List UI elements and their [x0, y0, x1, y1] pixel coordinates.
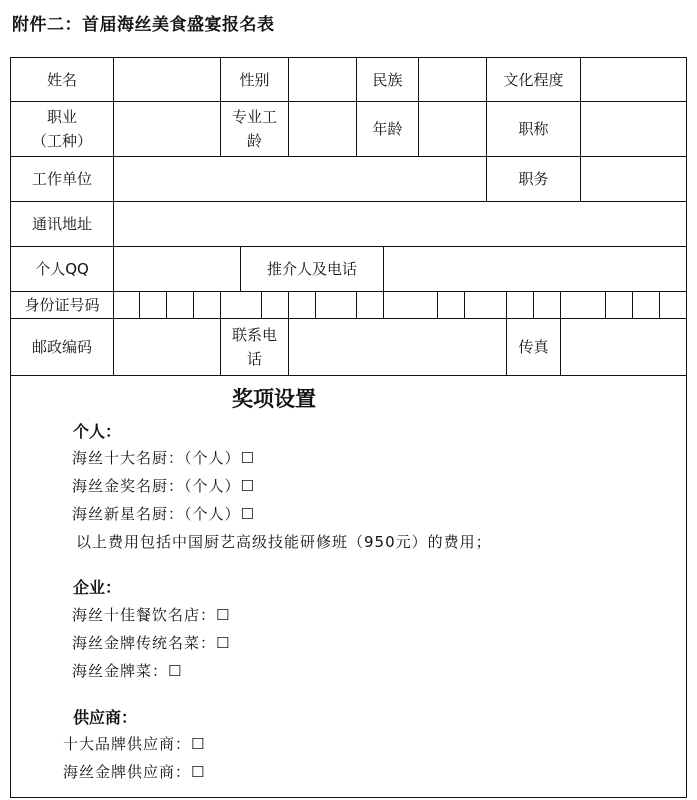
phone-label-line1: 联系电: [231, 326, 277, 344]
id-number-label: 身份证号码: [24, 296, 100, 314]
phone-label-line2: 话: [246, 350, 262, 368]
title-rank-label: 职称: [518, 120, 549, 138]
gender-label: 性别: [239, 70, 270, 89]
document-title: 附件二：首届海丝美食盛宴报名表: [12, 15, 275, 35]
position-label: 职务: [518, 170, 549, 188]
award-option-rising-chef[interactable]: 海丝新星名厨：（个人）☐: [72, 505, 255, 523]
qq-label: 个人QQ: [35, 260, 89, 278]
employer-label: 工作单位: [31, 170, 92, 188]
award-option-gold-chef[interactable]: 海丝金奖名厨：（个人）☐: [72, 477, 255, 495]
address-label: 通讯地址: [31, 215, 92, 233]
occupation-label: [11, 102, 113, 156]
fee-note: 以上费用包括中国厨艺高级技能研修班（950元）的费用；: [76, 533, 492, 551]
award-option-gold-traditional-dish[interactable]: 海丝金牌传统名菜：☐: [72, 634, 231, 652]
seniority-label-line2: 龄: [246, 132, 262, 150]
enterprise-heading: 企业：: [73, 578, 122, 597]
award-option-gold-dish[interactable]: 海丝金牌菜：☐: [72, 662, 183, 680]
referrer-label: 推介人及电话: [266, 260, 357, 278]
award-option-top10-restaurant[interactable]: 海丝十佳餐饮名店：☐: [72, 606, 231, 624]
phone-label: [221, 319, 288, 375]
occupation-label-line1: 职业: [46, 108, 77, 126]
awards-heading: 奖项设置: [232, 387, 316, 411]
supplier-heading: 供应商：: [73, 708, 138, 727]
award-option-top10-supplier[interactable]: 十大品牌供应商：☐: [63, 735, 206, 753]
ethnicity-label: 民族: [372, 70, 403, 89]
fax-label: 传真: [518, 338, 549, 356]
award-option-gold-supplier[interactable]: 海丝金牌供应商：☐: [63, 763, 206, 781]
award-option-top10-chef[interactable]: 海丝十大名厨：（个人）☐: [72, 449, 255, 467]
individual-heading: 个人：: [73, 422, 122, 441]
education-label: 文化程度: [503, 70, 564, 89]
name-label: 姓名: [46, 70, 77, 89]
age-label: 年龄: [372, 120, 403, 138]
postcode-label: 邮政编码: [31, 338, 92, 356]
seniority-label-line1: 专业工: [231, 108, 277, 126]
seniority-label: [221, 102, 288, 156]
occupation-label-line2: （工种）: [31, 132, 92, 150]
